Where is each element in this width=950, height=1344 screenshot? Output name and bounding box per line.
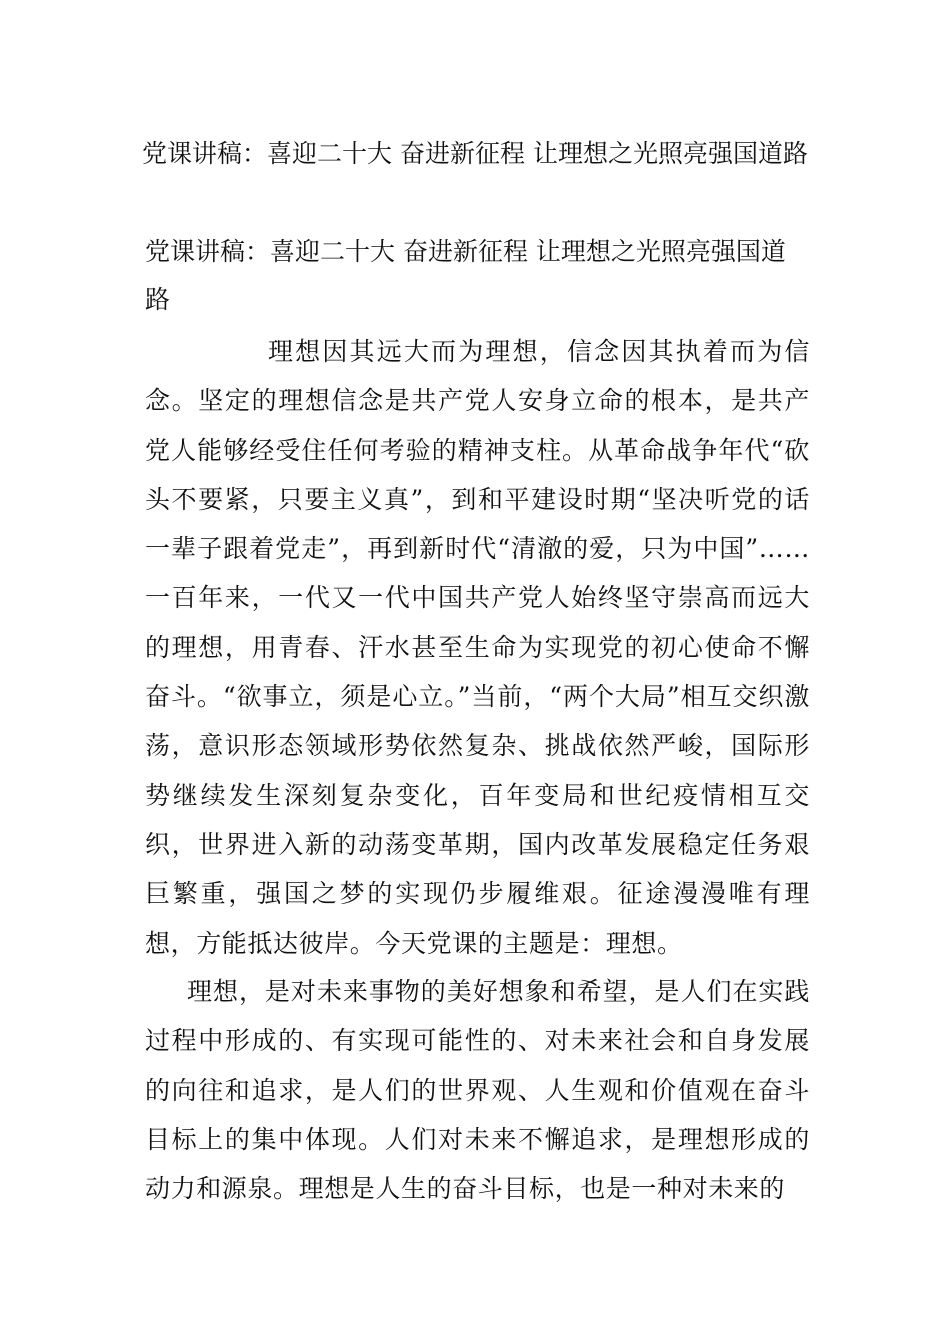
paragraph-2: 理想，是对未来事物的美好想象和希望，是人们在实践过程中形成的、有实现可能性的、对未来社会和自身发展的向往和追求，是人们的世界观、人生观和价值观在奋斗目标上的集中体现。人们对未来不懈追求，是理想形成的动力和源泉。理想是人生的奋斗目标，也是一种对未来的	[145, 977, 810, 1204]
paragraph-1: 理想因其远大而为理想，信念因其执着而为信念。坚定的理想信念是共产党人安身立命的根本，是共产党人能够经受住任何考验的精神支柱。从革命战争年代“砍头不要紧，只要主义真”，到和平建设时期“坚决听党的话一辈子跟着党走”，再到新时代“清澈的爱，只为中国”……一百年来，一代又一代中国共产党人始终坚守崇高而远大的理想，用青春、汗水甚至生命为实现党的初心使命不懈奋斗。“欲事立，须是心立。”当前，“两个大局”相互交织激荡，意识形态领域形势依然复杂、挑战依然严峻，国际形势继续发生深刻复杂变化，百年变局和世纪疫情相互交织，世界进入新的动荡变革期，国内改革发展稳定任务艰巨繁重，强国之梦的实现仍步履维艰。征途漫漫唯有理想，方能抵达彼岸。今天党课的主题是：理想。	[145, 337, 810, 958]
document-title: 党课讲稿：喜迎二十大 奋进新征程 让理想之光照亮强国道路	[142, 139, 808, 168]
document-subheading: 党课讲稿：喜迎二十大 奋进新征程 让理想之光照亮强国道路	[145, 237, 786, 314]
